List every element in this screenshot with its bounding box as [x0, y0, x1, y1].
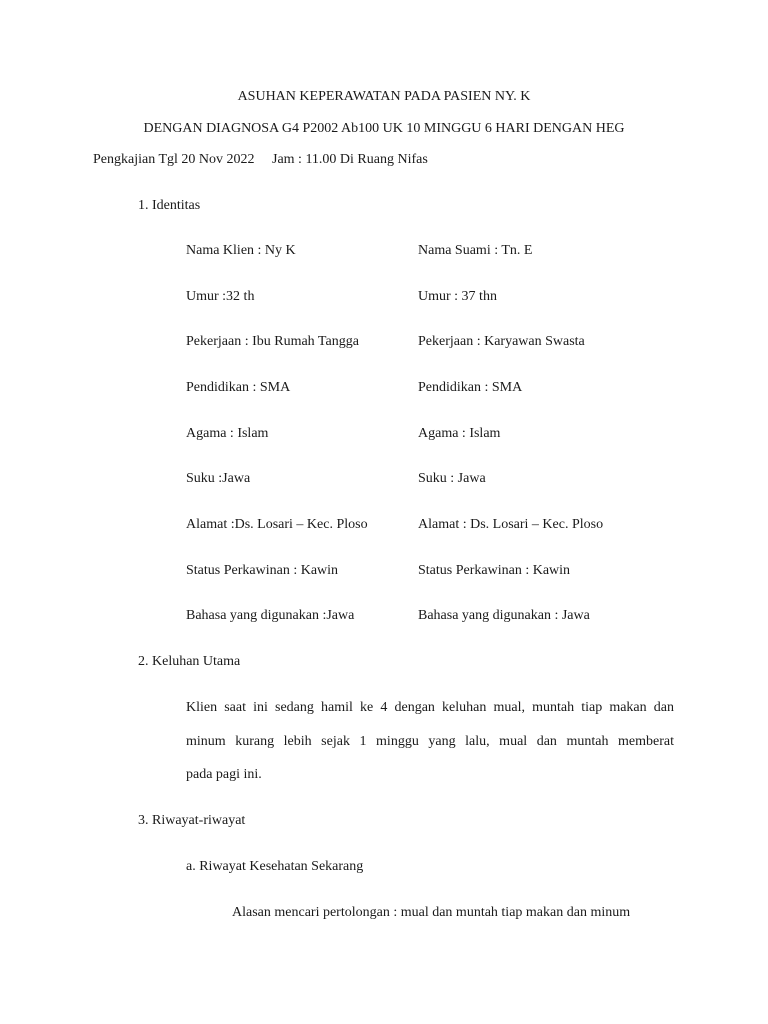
section-identitas-heading: 1. Identitas [138, 198, 201, 213]
complaint-paragraph-line-3: pada pagi ini. [186, 767, 262, 782]
document-title-line-1: ASUHAN KEPERAWATAN PADA PASIEN NY. K [237, 89, 531, 104]
client-religion: Agama : Islam [186, 426, 269, 441]
husband-marital-status: Status Perkawinan : Kawin [418, 563, 571, 578]
complaint-paragraph-line-2: minum kurang lebih sejak 1 minggu yang lalu, mual dan muntah memberat [186, 734, 674, 749]
husband-address: Alamat : Ds. Losari – Kec. Ploso [418, 517, 604, 532]
client-language: Bahasa yang digunakan :Jawa [186, 608, 355, 623]
client-age: Umur :32 th [186, 289, 255, 304]
client-address: Alamat :Ds. Losari – Kec. Ploso [186, 517, 368, 532]
client-occupation: Pekerjaan : Ibu Rumah Tangga [186, 334, 359, 349]
husband-age: Umur : 37 thn [418, 289, 497, 304]
husband-education: Pendidikan : SMA [418, 380, 523, 395]
client-education: Pendidikan : SMA [186, 380, 291, 395]
husband-occupation: Pekerjaan : Karyawan Swasta [418, 334, 585, 349]
assessment-date-line: Pengkajian Tgl 20 Nov 2022 Jam : 11.00 Di Ruang Nifas [93, 152, 428, 167]
complaint-paragraph-line-1: Klien saat ini sedang hamil ke 4 dengan keluhan mual, muntah tiap makan dan [186, 700, 674, 715]
section-riwayat-heading: 3. Riwayat-riwayat [138, 813, 246, 828]
husband-language: Bahasa yang digunakan : Jawa [418, 608, 590, 623]
subsection-current-health-heading: a. Riwayat Kesehatan Sekarang [186, 859, 364, 874]
document-title-line-2: DENGAN DIAGNOSA G4 P2002 Ab100 UK 10 MINGGU 6 HARI DENGAN HEG [143, 121, 625, 136]
section-keluhan-heading: 2. Keluhan Utama [138, 654, 241, 669]
husband-name: Nama Suami : Tn. E [418, 243, 533, 258]
client-ethnicity: Suku :Jawa [186, 471, 251, 486]
reason-seeking-help-line: Alasan mencari pertolongan : mual dan muntah tiap makan dan minum [232, 905, 631, 920]
husband-religion: Agama : Islam [418, 426, 501, 441]
client-name: Nama Klien : Ny K [186, 243, 296, 258]
client-marital-status: Status Perkawinan : Kawin [186, 563, 339, 578]
husband-ethnicity: Suku : Jawa [418, 471, 486, 486]
